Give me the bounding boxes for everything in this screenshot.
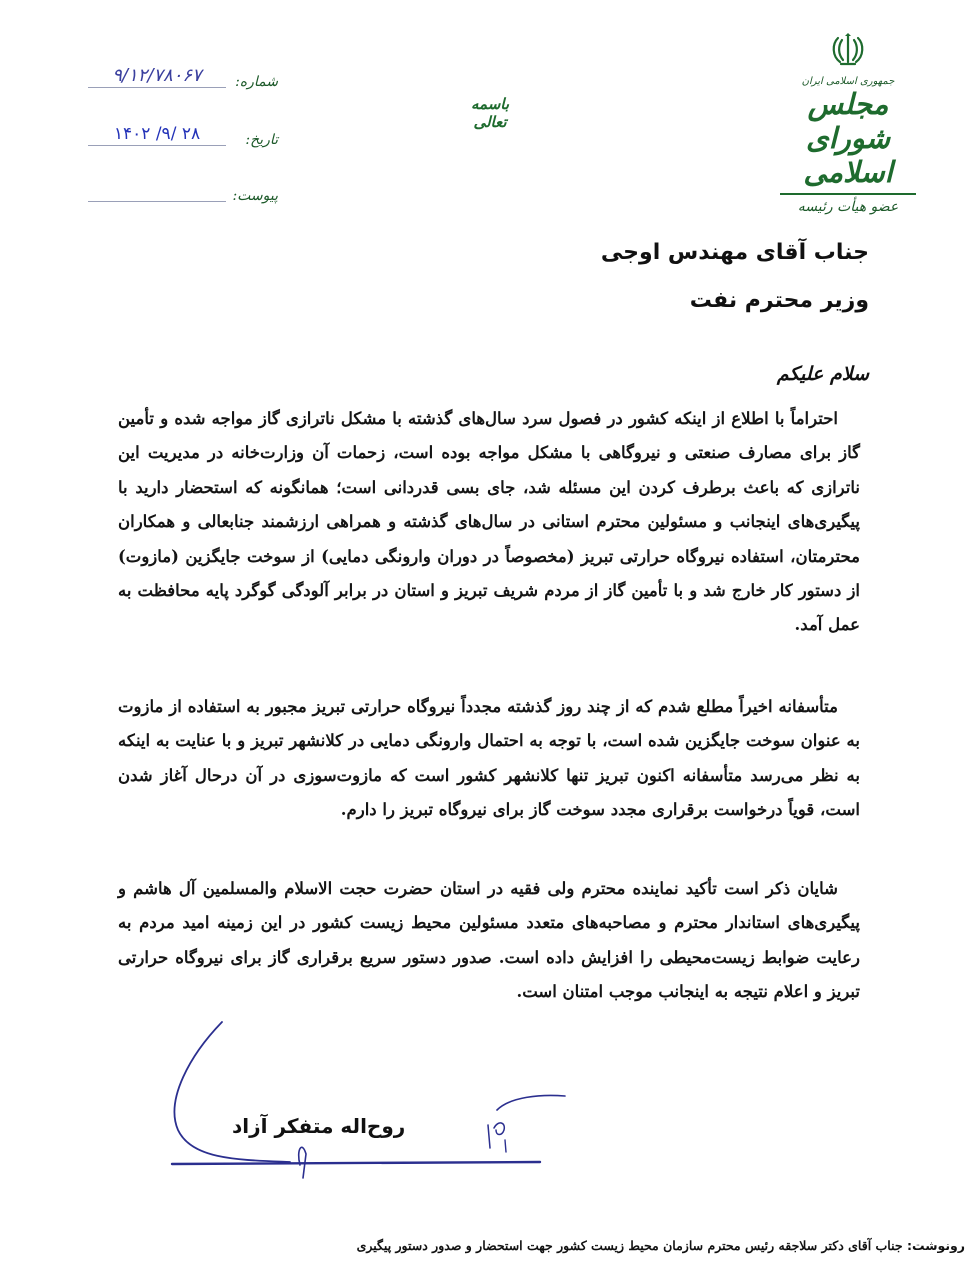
invocation: باسمه تعالی — [470, 95, 510, 131]
date-underline — [88, 145, 226, 146]
body-paragraph-3: شایان ذکر است تأکید نماینده محترم ولی فقیه در استان حضرت حجت الاسلام والمسلمین آل هاشم و پیگیری‌های استاندار محترم و مصاحبه‌های متعدد مسئولین محیط زیست کشور در این زمینه امید مردم به رعایت ضوابط زیست‌محیطی را افزایش داده است. صدور دستور سریع برقراری گاز برای نیروگاه حرارتی تبریز و اعلام نتیجه به اینجانب موجب امتنان است. — [118, 879, 860, 1002]
carbon-copy — [357, 1238, 965, 1253]
signer-name: روح‌اله متفکر آزاد — [232, 1114, 406, 1138]
letterhead-logo — [768, 30, 928, 215]
addressee-title: وزیر محترم نفت — [689, 288, 869, 313]
body-paragraph-2: متأسفانه اخیراً مطلع شدم که از چند روز گذشته مجدداً نیروگاه حرارتی تبریز مجبور به استفاده از مازوت به عنوان سوخت جایگزین شده است، با توجه به احتمال وارونگی دمایی در کلانشهر تبریز و با عنایت به اینکه به نظر می‌رسد متأسفانه اکنون تبریز تنها کلانشهر کشور است که مازوت‌سوزی در آن درحال آغاز شدن است، قویاً درخواست برقراری مجدد سوخت گاز برای نیروگاه تبریز را دارم. — [118, 697, 860, 820]
country-line: جمهوری اسلامی ایران — [801, 76, 895, 87]
letter-body-2 — [118, 690, 860, 828]
letter-body — [118, 402, 860, 643]
number-label: شماره: — [235, 74, 278, 90]
body-paragraph-1: احتراماً با اطلاع از اینکه کشور در فصول سرد سال‌های گذشته با مشکل ناترازی گاز مواجه شده و تأمین گاز برای مصارف صنعتی و نیروگاهی با مشکل مواجه بوده است، زحمات آن وزارت‌خانه در مدیریت این ناترازی که باعث برطرف کردن این مسئله شد، جای بسی قدردانی است؛ همانگونه که استحضار دارید با پیگیری‌های اینجانب و مسئولین محترم استانی در سال‌های گذشته و همراهی ارزشمند جنابعالی و همکاران محترمتان، استفاده نیروگاه حرارتی تبریز (مخصوصاً در دوران وارونگی دمایی) از سوخت جایگزین (مازوت) از دستور کار خارج شد و با تأمین گاز از مردم شریف تبریز و استان در برابر آلودگی گوگرد پایه محافظت به عمل آمد. — [118, 409, 860, 635]
cc-label: رونوشت: — [906, 1238, 965, 1253]
greeting: سلام علیکم — [776, 363, 869, 385]
number-underline — [88, 87, 226, 88]
letter-number-field — [88, 62, 278, 92]
organization-name: مجلس شورای اسلامی — [803, 87, 893, 189]
addressee-name: جناب آقای مهندس اوجی — [600, 240, 869, 265]
date-label: تاریخ: — [245, 132, 278, 148]
attachment-underline — [88, 201, 226, 202]
number-value: ۹/۱۲/۷۸۰۶۷ — [112, 65, 202, 86]
logo-divider — [780, 193, 916, 195]
attachment-field — [88, 176, 278, 206]
iran-emblem-icon — [828, 30, 868, 70]
letter-body-3 — [118, 872, 860, 1010]
position-title: عضو هیأت رئیسه — [797, 199, 899, 215]
date-field — [88, 120, 278, 150]
cc-text: جناب آقای دکتر سلاجقه رئیس محترم سازمان محیط زیست کشور جهت استحضار و صدور دستور پیگیری — [356, 1238, 903, 1253]
attachment-label: پیوست: — [232, 188, 278, 204]
date-value: ۱۴۰۲ /۹/ ۲۸ — [113, 124, 201, 144]
